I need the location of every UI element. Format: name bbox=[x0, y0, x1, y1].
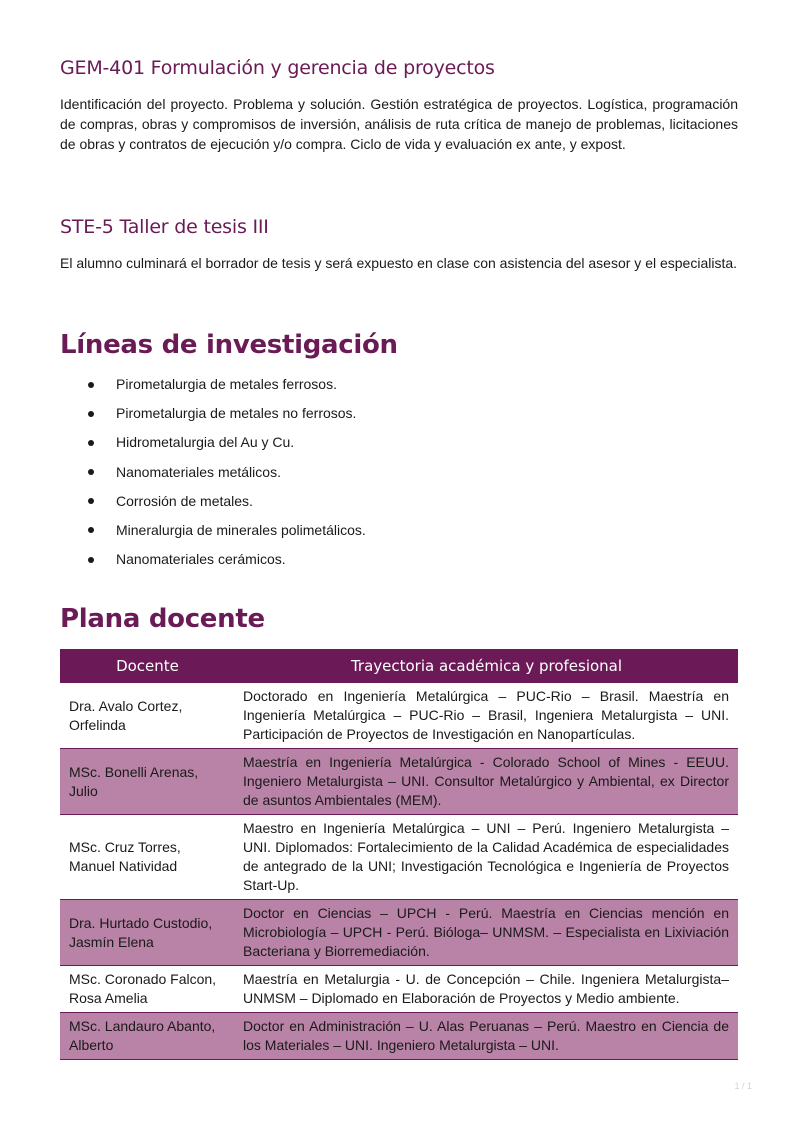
course-title-ste5: STE-5 Taller de tesis III bbox=[60, 216, 269, 238]
table-row bbox=[60, 749, 738, 815]
column-header-docente: Docente bbox=[60, 649, 235, 683]
list-item-text: Pirometalurgia de metales no ferrosos. bbox=[116, 405, 357, 422]
list-item-text: Mineralurgia de minerales polimetálicos. bbox=[116, 521, 366, 538]
column-header-trayectoria: Trayectoria académica y profesional bbox=[235, 649, 738, 683]
table-row bbox=[60, 966, 738, 1013]
teacher-name: MSc. Bonelli Arenas, Julio bbox=[60, 749, 235, 815]
teacher-name: Dra. Avalo Cortez, Orfelinda bbox=[60, 683, 235, 749]
bullet-icon bbox=[88, 557, 94, 563]
list-item bbox=[88, 516, 366, 545]
teacher-bio: Maestro en Ingeniería Metalúrgica – UNI – Perú. Ingeniero Metalurgista – UNI. Diplomados: Fortalecimiento de la Calidad Académica de especialidades de antegrado de la UNI; Investigación Tecnológica e Ingeniería de Proyectos Start-Up. bbox=[235, 815, 738, 900]
list-item-text: Hidrometalurgia del Au y Cu. bbox=[116, 434, 295, 451]
table-header-row bbox=[60, 649, 738, 683]
list-item-text: Pirometalurgia de metales ferrosos. bbox=[116, 376, 337, 392]
table-row bbox=[60, 683, 738, 749]
teacher-name: MSc. Landauro Abanto, Alberto bbox=[60, 1013, 235, 1060]
course-description-gem401: Identificación del proyecto. Problema y solución. Gestión estratégica de proyectos. Logística, programación de compras, obras y compromisos de inversión, análisis de ruta crítica de manejo de problemas, licitaciones de obras y contratos de ejecución y/o compra. Ciclo de vida y evaluación ex ante, y expost. bbox=[60, 96, 738, 152]
bullet-icon bbox=[88, 498, 94, 504]
list-item-text: Nanomateriales metálicos. bbox=[116, 463, 281, 480]
teacher-bio: Doctorado en Ingeniería Metalúrgica – PUC-Rio – Brasil. Maestría en Ingeniería Metalúrgica – PUC-Rio – Brasil, Ingeniera Metalurgista – UNI. Participación de Proyectos de Investigación en Nanopartículas. bbox=[235, 683, 738, 749]
teaching-staff-heading: Plana docente bbox=[60, 604, 265, 634]
research-lines-heading: Líneas de investigación bbox=[60, 330, 398, 360]
course-title-gem401: GEM-401 Formulación y gerencia de proyectos bbox=[60, 57, 495, 79]
table-row bbox=[60, 815, 738, 900]
bullet-icon bbox=[88, 469, 94, 475]
table-row bbox=[60, 900, 738, 966]
teaching-staff-table bbox=[60, 649, 738, 1060]
list-item bbox=[88, 399, 366, 428]
list-item-text: Corrosión de metales. bbox=[116, 492, 253, 509]
list-item bbox=[88, 458, 366, 487]
bullet-icon bbox=[88, 527, 94, 533]
bullet-icon bbox=[88, 440, 94, 446]
teacher-bio: Doctor en Ciencias – UPCH - Perú. Maestría en Ciencias mención en Microbiología – UPCH - Perú. Bióloga– UNMSM. – Especialista en Lixiviación Bacteriana y Biorremediación. bbox=[235, 900, 738, 966]
teacher-name: MSc. Coronado Falcon, Rosa Amelia bbox=[60, 966, 235, 1013]
table-row bbox=[60, 1013, 738, 1060]
teacher-bio: Maestría en Ingeniería Metalúrgica - Colorado School of Mines - EEUU. Ingeniero Metalurgista – UNI. Consultor Metalúrgico y Ambiental, ex Director de asuntos Ambientales (MEM). bbox=[235, 749, 738, 815]
bullet-icon bbox=[88, 382, 94, 388]
teacher-name: Dra. Hurtado Custodio, Jasmín Elena bbox=[60, 900, 235, 966]
teacher-bio: Maestría en Metalurgia - U. de Concepción – Chile. Ingeniera Metalurgista– UNMSM – Diplomado en Elaboración de Proyectos y Medio ambiente. bbox=[235, 966, 738, 1013]
course-description-ste5: El alumno culminará el borrador de tesis y será expuesto en clase con asistencia del asesor y el especialista. bbox=[60, 255, 738, 271]
list-item bbox=[88, 370, 366, 399]
list-item bbox=[88, 428, 366, 457]
list-item bbox=[88, 545, 366, 574]
list-item-text: Nanomateriales cerámicos. bbox=[116, 551, 286, 568]
list-item bbox=[88, 487, 366, 516]
research-lines-list bbox=[88, 370, 366, 574]
bullet-icon bbox=[88, 411, 94, 417]
page-number: 1 / 1 bbox=[734, 1081, 752, 1091]
teacher-bio: Doctor en Administración – U. Alas Peruanas – Perú. Maestro en Ciencia de los Materiales – UNI. Ingeniero Metalurgista – UNI. bbox=[235, 1013, 738, 1060]
teacher-name: MSc. Cruz Torres, Manuel Natividad bbox=[60, 815, 235, 900]
